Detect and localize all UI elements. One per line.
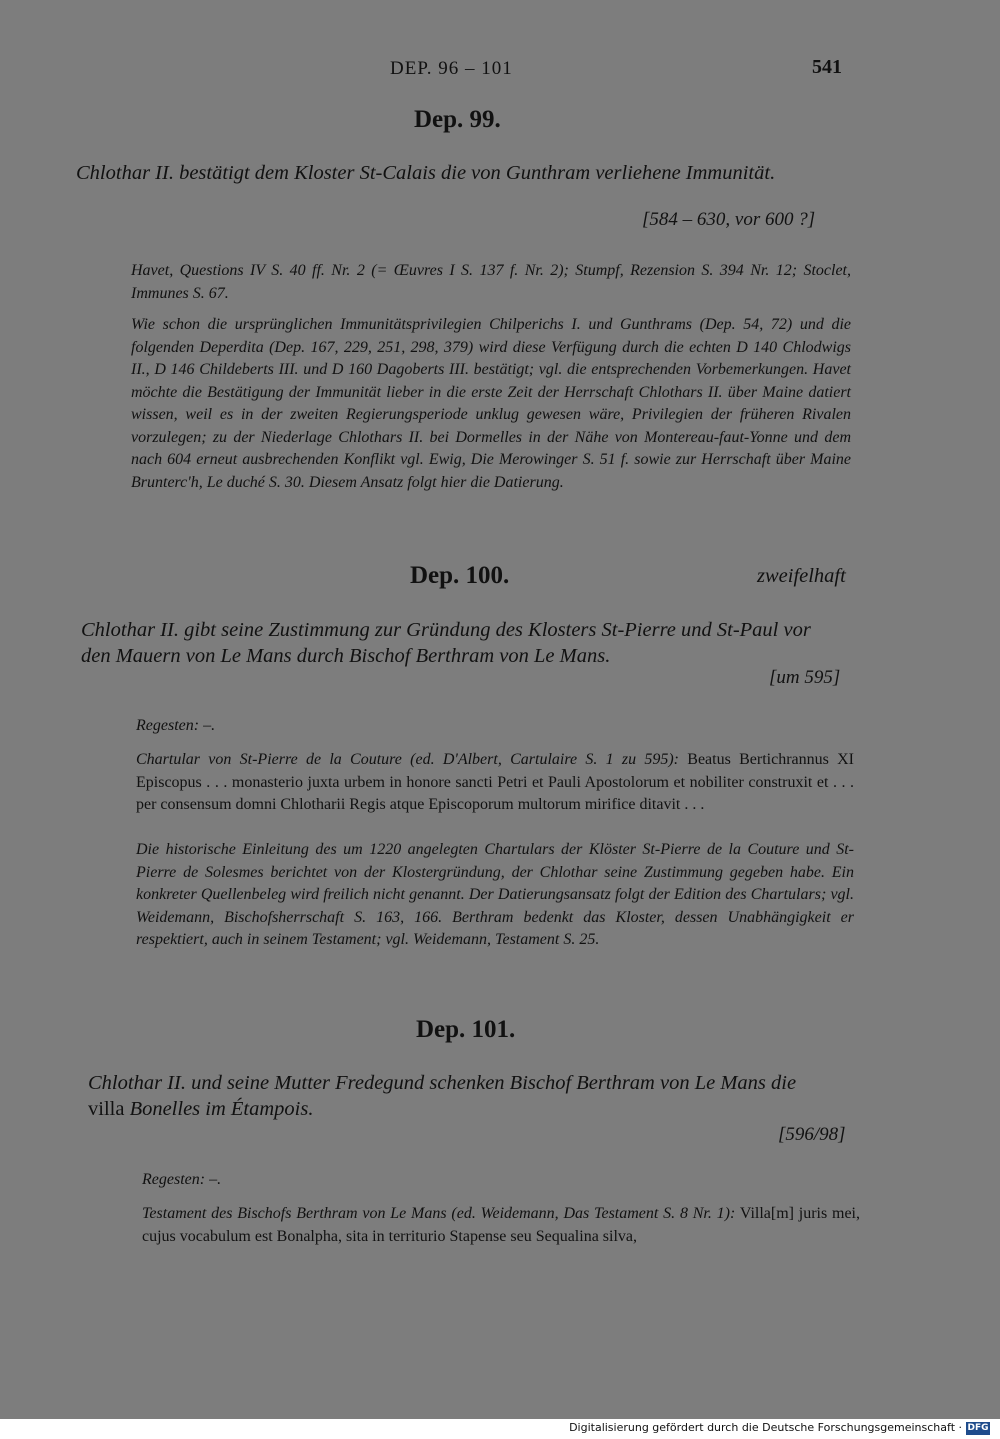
entry-heading: Dep. 101. <box>416 1016 516 1043</box>
entry-date: [596/98] <box>778 1124 846 1145</box>
dfg-logo: DFG <box>967 1423 989 1433</box>
entry-literature: Havet, Questions IV S. 40 ff. Nr. 2 (= Œuvres I S. 137 f. Nr. 2); Stumpf, Rezension S. 394 Nr. 12; Stoclet, Immunes S. 67. <box>131 262 851 302</box>
entry-regesten: Regesten: –. <box>142 1171 222 1188</box>
entry-date: [584 – 630, vor 600 ?] <box>642 209 816 230</box>
entry-heading: Dep. 100. <box>410 562 510 589</box>
entry-source <box>142 1203 860 1248</box>
entry-summary-line-2: den Mauern von Le Mans durch Bischof Berthram von Le Mans. <box>81 645 611 667</box>
entry-summary-line-1: Chlothar II. gibt seine Zustimmung zur Gründung des Klosters St-Pierre und St-Paul vor <box>81 619 811 641</box>
source-text: Villa[m] juris mei, cujus vocabulum est Bonalpha, sita in territurio Stapense seu Sequalina silva, <box>142 1205 861 1245</box>
entry-qualifier: zweifelhaft <box>757 565 846 587</box>
entry-commentary: Die historische Einleitung des um 1220 angelegten Chartulars der Klöster St-Pierre de la Couture und St-Pierre de Solesmes berichtet von der Klostergründung, der Chlothar seine Zustimmung gegeben habe. Ein konkreter Quellenbeleg wird freilich nicht genannt. Der Datierungsansatz folgt der Edition des Chartulars; vgl. Weidemann, Bischofsherrschaft S. 163, 166. Berthram bedenkt das Kloster, dessen Unabhängigkeit er respektiert, auch in seinem Testament; vgl. Weidemann, Testament S. 25. <box>136 841 854 948</box>
entry-source <box>136 749 854 817</box>
entry-heading: Dep. 99. <box>414 106 501 133</box>
summary-italic-text: Bonelles im Étampois. <box>129 1098 314 1120</box>
entry-date: [um 595] <box>769 667 841 688</box>
entry-commentary: Wie schon die ursprünglichen Immunitätsprivilegien Chilperichs I. und Gunthrams (Dep. 54, 72) und die folgenden Deperdita (Dep. 167, 229, 251, 298, 379) wird diese Verfügung durch die echten D 140 Chlodwigs II., D 146 Childeberts III. und D 160 Dagoberts III. bestätigt; vgl. die entsprechenden Vorbemerkungen. Havet möchte die Bestätigung der Immunität lieber in die erste Zeit der Herrschaft Chlothars II. über Maine datiert wissen, weil es in der zweiten Regierungsperiode unklug gewesen wäre, Privilegien der früheren Rivalen vorzulegen; zu der Niederlage Chlothars II. bei Dormelles in der Nähe von Montereau-faut-Yonne und dem nach 604 erneut ausbrechenden Konflikt vgl. Ewig, Die Merowinger S. 51 f. sowie zur Herrschaft über Maine Brunterc'h, Le duché S. 30. Diesem Ansatz folgt hier die Datierung. <box>131 316 851 491</box>
source-intro: Chartular von St-Pierre de la Couture (ed. D'Albert, Cartulaire S. 1 zu 595): <box>136 751 680 768</box>
footer-credit: Digitalisierung gefördert durch die Deutsche Forschungsgemeinschaft · <box>569 1421 962 1434</box>
entry-regesten: Regesten: –. <box>136 717 216 734</box>
source-intro: Testament des Bischofs Berthram von Le Mans (ed. Weidemann, Das Testament S. 8 Nr. 1): <box>142 1205 736 1222</box>
entry-summary: Chlothar II. bestätigt dem Kloster St-Calais die von Gunthram verliehene Immunität. <box>76 162 776 184</box>
page-number: 541 <box>812 56 842 78</box>
running-head: DEP. 96 – 101 <box>390 58 513 79</box>
summary-roman-word: villa <box>88 1098 125 1120</box>
entry-summary-line-2 <box>88 1096 863 1123</box>
source-text: Beatus Bertichrannus XI Episcopus . . . monasterio juxta urbem in honore sancti Petri et Pauli Apostolorum et nobiliter construxit et . . . per consensum domni Chlotharii Regis atque Episcoporum multorum mirifice ditavit . . . <box>136 751 854 813</box>
entry-summary-line-1: Chlothar II. und seine Mutter Fredegund schenken Bischof Berthram von Le Mans die <box>88 1072 797 1094</box>
